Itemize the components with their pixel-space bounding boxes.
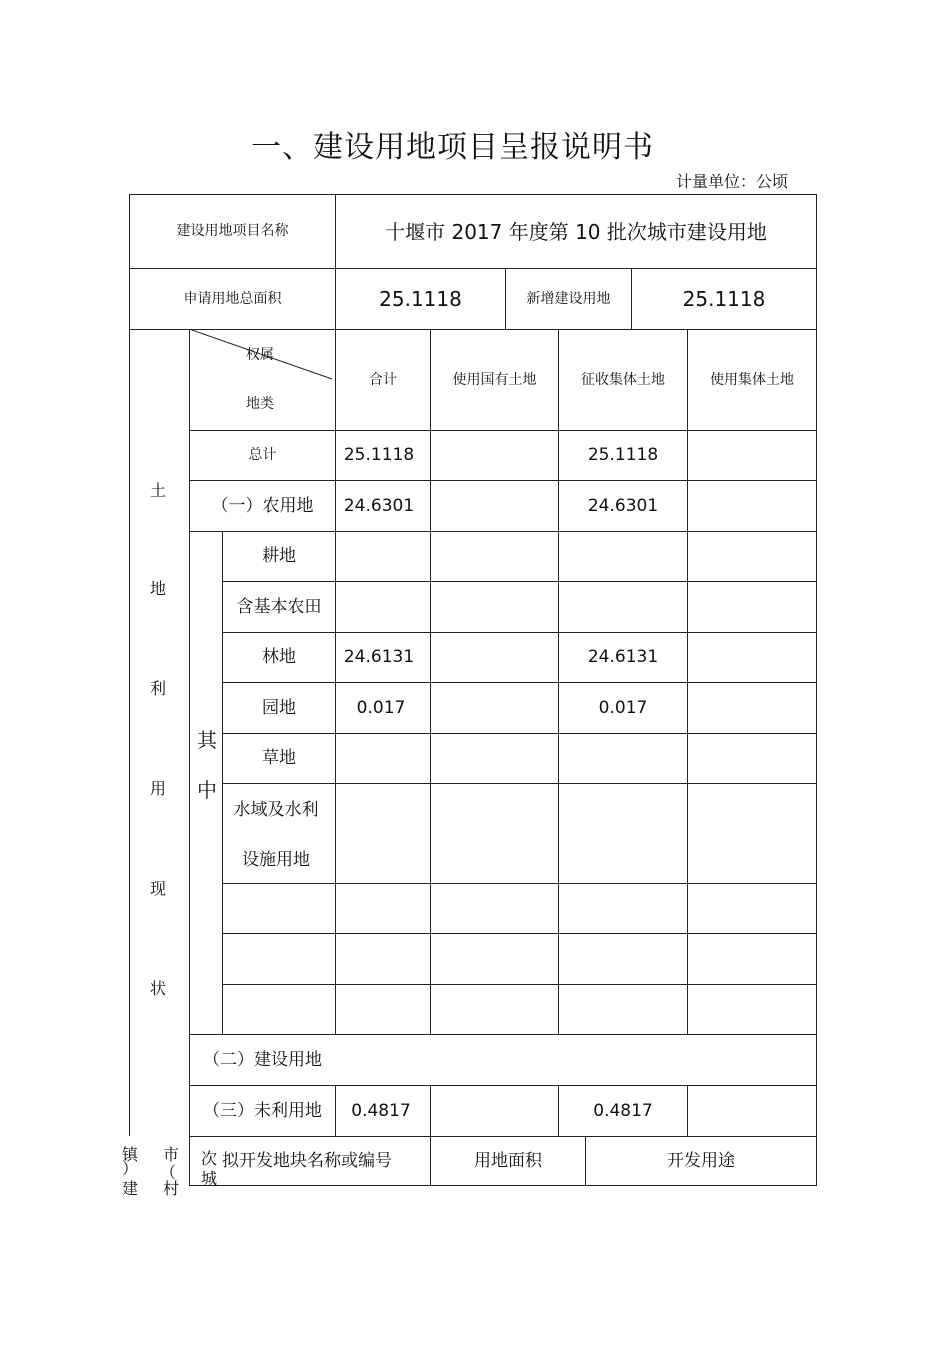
row-total-label: 总计: [248, 447, 277, 464]
bottom-left-char: 市: [163, 1145, 180, 1164]
side-label-char: 现: [150, 879, 167, 898]
row-unused-c1: 0.4817: [351, 1100, 411, 1121]
row-build-label: （二）建设用地: [203, 1049, 322, 1070]
side-label-char: 用: [150, 779, 167, 798]
row-total-c1: 25.1118: [343, 445, 415, 466]
table-border-bottom: [189, 1185, 817, 1186]
total-area-label: 申请用地总面积: [183, 290, 282, 307]
bottom-usage-header: 开发用途: [667, 1150, 735, 1171]
row-total-c3: 25.1118: [587, 445, 659, 466]
bottom-left-char: 镇: [122, 1145, 139, 1164]
header-state-owned: 使用国有土地: [452, 371, 537, 388]
row-lindi-c1: 24.6131: [343, 647, 415, 668]
row-divider: [222, 933, 817, 934]
bottom-left-char: 村: [163, 1179, 180, 1198]
row-lindi-label: 林地: [262, 647, 296, 668]
bottom-parcel-name-header: 拟开发地块名称或编号: [222, 1150, 392, 1171]
bottom-left-char: 城: [201, 1169, 218, 1188]
bottom-left-char: ）: [122, 1159, 139, 1178]
side-label-char: 状: [150, 979, 167, 998]
side-label-char: 利: [150, 679, 167, 698]
row-unused-c3: 0.4817: [593, 1100, 653, 1121]
row-divider: [222, 783, 817, 784]
header-expropriated: 征收集体土地: [581, 371, 665, 388]
header-ownership: 权属: [246, 346, 274, 363]
qizhong-char: 其: [197, 728, 217, 752]
row-shuiyu-label-2: 设施用地: [242, 849, 310, 870]
row-yuandi-c3: 0.017: [598, 697, 648, 718]
total-area-value: 25.1118: [379, 287, 462, 311]
bottom-left-char: 次: [201, 1149, 218, 1168]
row-agri-c3: 24.6301: [587, 495, 659, 516]
unit-label: 计量单位：公顷: [676, 172, 789, 191]
row-yuandi-label: 园地: [262, 697, 296, 718]
row-gengdi-label: 耕地: [262, 546, 296, 567]
header-collective: 使用集体土地: [710, 371, 794, 388]
table-border-left: [129, 194, 130, 1136]
header-total: 合计: [369, 371, 397, 388]
document-title: 一、建设用地项目呈报说明书: [251, 130, 654, 165]
row-unused-label: （三）未利用地: [203, 1100, 322, 1121]
side-label-char: 土: [150, 481, 167, 500]
project-name-value: 十堰市 2017 年度第 10 批次城市建设用地: [385, 219, 767, 244]
row-agri-c1: 24.6301: [343, 495, 415, 516]
row-yuandi-c1: 0.017: [356, 697, 406, 718]
row-shuiyu-label-1: 水域及水利: [233, 799, 319, 820]
table-border-right: [816, 194, 817, 1186]
bottom-left-char: （: [160, 1163, 177, 1182]
new-construction-value: 25.1118: [682, 287, 766, 311]
bottom-left-char: 建: [122, 1179, 139, 1198]
row-jiben-label: 含基本农田: [236, 596, 322, 617]
header-landtype: 地类: [246, 395, 274, 412]
side-label-char: 地: [150, 579, 167, 598]
row-divider: [222, 883, 817, 884]
row-caodi-label: 草地: [262, 748, 296, 769]
project-name-label: 建设用地项目名称: [176, 223, 289, 240]
col-divider: [687, 329, 688, 1034]
row-divider: [222, 984, 817, 985]
col-divider: [687, 1085, 688, 1136]
row-agri-label: （一）农用地: [211, 495, 314, 516]
new-construction-label: 新增建设用地: [526, 290, 611, 307]
col-divider: [430, 329, 431, 1034]
bottom-area-header: 用地面积: [474, 1150, 542, 1171]
qizhong-char: 中: [197, 778, 217, 802]
row-lindi-c3: 24.6131: [587, 647, 659, 668]
